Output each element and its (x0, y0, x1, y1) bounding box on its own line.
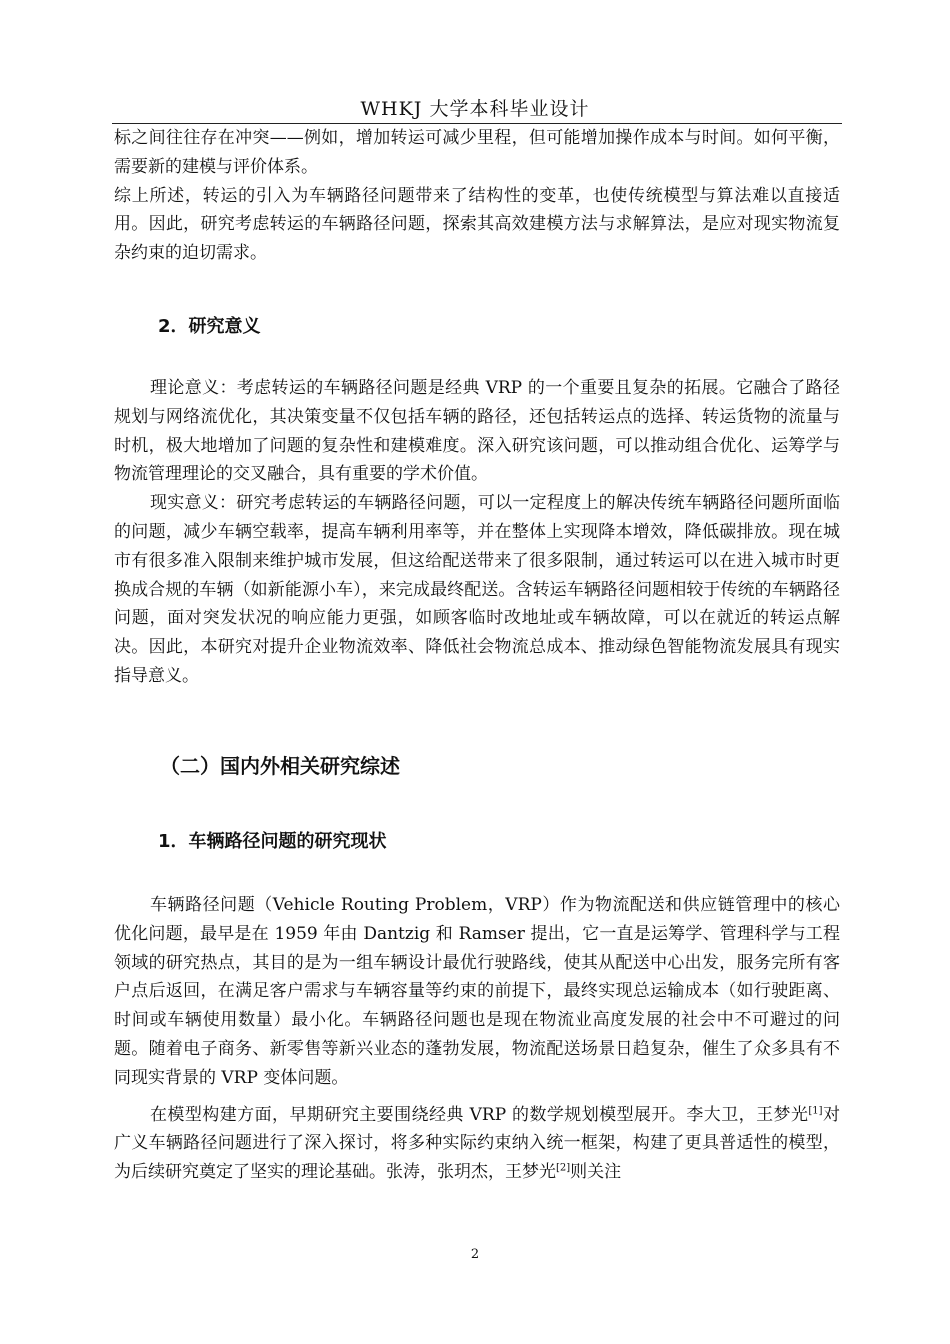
section-1-heading: 1．车辆路径问题的研究现状 (158, 831, 387, 852)
paragraph-text: 对广义车辆路径问题进行了深入探讨，将多种实际约束纳入统一框架，构建了更具普适性的模型，为后续研究奠定了坚实的理论基础。张涛，张玥杰，王梦光 (114, 1104, 840, 1183)
intro-paragraph-2: 综上所述，转运的引入为车辆路径问题带来了结构性的变革，也使传统模型与算法难以直接适用。因此，研究考虑转运的车辆路径问题，探索其高效建模方法与求解算法，是应对现实物流复杂约束的迫切需求。 (114, 185, 840, 264)
citation-1: [1] (808, 1104, 823, 1116)
page-header: WHKJ 大学本科毕业设计 (360, 98, 590, 120)
section-2-heading-block (114, 312, 840, 338)
section-2-body (114, 374, 840, 691)
theory-significance-paragraph: 理论意义：考虑转运的车辆路径问题是经典 VRP 的一个重要且复杂的拓展。它融合了路径规划与网络流优化，其决策变量不仅包括车辆的路径，还包括转运点的选择、转运货物的流量与时机，极大地增加了问题的复杂性和建模难度。深入研究该问题，可以推动组合优化、运筹学与物流管理理论的交叉融合，具有重要的学术价值。 (114, 378, 840, 485)
vrp-overview-paragraph: 车辆路径问题（Vehicle Routing Problem，VRP）作为物流配送和供应链管理中的核心优化问题，最早是在 1959 年由 Dantzig 和 Ramser 提出，它一直是运筹学、管理科学与工程领域的研究热点，其目的是为一组车辆设计最优行驶路线，使其从配送中心出发，服务完所有客户点后返回，在满足客户需求与车辆容量等约束的前提下，最终实现总运输成本（如行驶距离、时间或车辆使用数量）最小化。车辆路径问题也是现在物流业高度发展的社会中不可避过的问题。随着电子商务、新零售等新兴业态的蓬勃发展，物流配送场景日趋复杂，催生了众多具有不同现实背景的 VRP 变体问题。 (114, 895, 840, 1088)
paragraph-text: 在模型构建方面，早期研究主要围绕经典 VRP 的数学规划模型展开。李大卫，王梦光 (150, 1104, 809, 1125)
paragraph-text: 则关注 (570, 1162, 622, 1183)
chapter-heading: （二）国内外相关研究综述 (160, 754, 400, 778)
section-1-body (114, 891, 840, 1187)
chapter-heading-block (114, 750, 840, 779)
intro-block (114, 124, 840, 268)
practical-significance-paragraph: 现实意义：研究考虑转运的车辆路径问题，可以一定程度上的解决传统车辆路径问题所面临的问题，减少车辆空载率，提高车辆利用率等，并在整体上实现降本增效，降低碳排放。现在城市有很多准入限制来维护城市发展，但这给配送带来了很多限制，通过转运可以在进入城市时更换成合规的车辆（如新能源小车），来完成最终配送。含转运车辆路径问题相较于传统的车辆路径问题，面对突发状况的响应能力更强，如顾客临时改地址或车辆故障，可以在就近的转运点解决。因此，本研究对提升企业物流效率、降低社会物流总成本、推动绿色智能物流发展具有现实指导意义。 (114, 493, 840, 686)
page-number: 2 (470, 1247, 480, 1262)
citation-2: [2] (556, 1162, 571, 1174)
section-1-heading-block (114, 827, 840, 853)
model-construction-paragraph (114, 1101, 840, 1187)
section-2-heading: 2．研究意义 (158, 316, 261, 337)
intro-paragraph-1: 标之间往往存在冲突——例如，增加转运可减少里程，但可能增加操作成本与时间。如何平衡，需要新的建模与评价体系。 (114, 128, 840, 177)
